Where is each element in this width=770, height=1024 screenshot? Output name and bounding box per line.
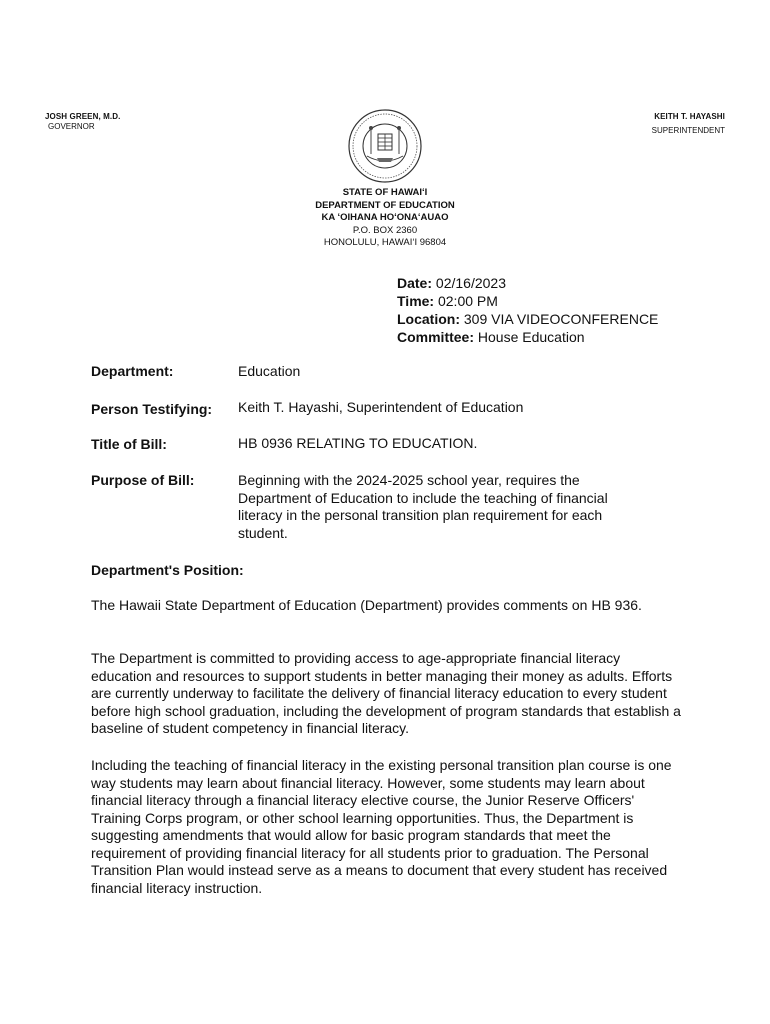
committee-line: [397, 328, 658, 346]
title-label: Title of Bill:: [91, 436, 167, 452]
location-value: 309 VIA VIDEOCONFERENCE: [463, 311, 659, 327]
hearing-meta: [397, 274, 658, 346]
agency-block: [235, 187, 535, 250]
person-value: Keith T. Hayashi, Superintendent of Education: [238, 399, 524, 415]
date-label: Date:: [397, 275, 433, 291]
location-line: [397, 310, 658, 328]
date-value: 02/16/2023: [435, 275, 506, 291]
department-label: Department:: [91, 363, 174, 379]
position-paragraph-1: The Hawaii State Department of Education (Department) provides comments on HB 936.: [91, 597, 642, 613]
state-seal-icon: [347, 108, 423, 184]
committee-value: House Education: [477, 329, 585, 345]
agency-line-department: DEPARTMENT OF EDUCATION: [315, 199, 455, 211]
governor-name: JOSH GREEN, M.D.: [45, 112, 121, 121]
agency-line-city: HONOLULU, HAWAIʻI 96804: [323, 237, 447, 248]
position-heading: Department's Position:: [91, 562, 244, 578]
time-label: Time:: [397, 293, 435, 309]
governor-title: GOVERNOR: [48, 122, 95, 131]
agency-line-hawaiian-name: KA ʻOIHANA HOʻONAʻAUAO: [321, 212, 449, 223]
position-paragraph-3: Including the teaching of financial literacy in the existing personal transition plan course is one way students may learn about financial literacy. However, some students may learn about financial literacy through a financial literacy elective course, the Junior Reserve Officers' Training Corps program, or other school learning opportunities. Thus, the Department is suggesting amendments that would allow for basic program standards that meet the requirement of providing financial literacy for all students prior to graduation. The Personal Transition Plan would instead serve as a means to document that every student has received financial literacy instruction.: [91, 757, 672, 896]
department-value: Education: [238, 363, 301, 379]
agency-line-state: STATE OF HAWAIʻI: [342, 187, 428, 198]
date-line: [397, 274, 658, 292]
purpose-value: Beginning with the 2024-2025 school year, requires the Department of Education to include the teaching of financial literacy in the personal transition plan requirement for each student.: [238, 472, 608, 541]
position-paragraph-2: The Department is committed to providing access to age-appropriate financial literacy education and resources to support students in better managing their money as adults. Efforts are currently underway to facilitate the delivery of financial literacy education to every student before high school graduation, including the development of program standards that establish a baseline of student competency in financial literacy.: [91, 650, 681, 736]
committee-label: Committee:: [397, 329, 475, 345]
title-value: HB 0936 RELATING TO EDUCATION.: [238, 435, 478, 451]
location-label: Location:: [397, 311, 460, 327]
person-label: Person Testifying:: [91, 401, 213, 417]
time-line: [397, 292, 658, 310]
superintendent-name: KEITH T. HAYASHI: [654, 112, 725, 121]
purpose-label: Purpose of Bill:: [91, 472, 195, 488]
agency-line-po-box: P.O. BOX 2360: [352, 224, 418, 236]
superintendent-title: SUPERINTENDENT: [651, 126, 725, 135]
time-value: 02:00 PM: [437, 293, 498, 309]
